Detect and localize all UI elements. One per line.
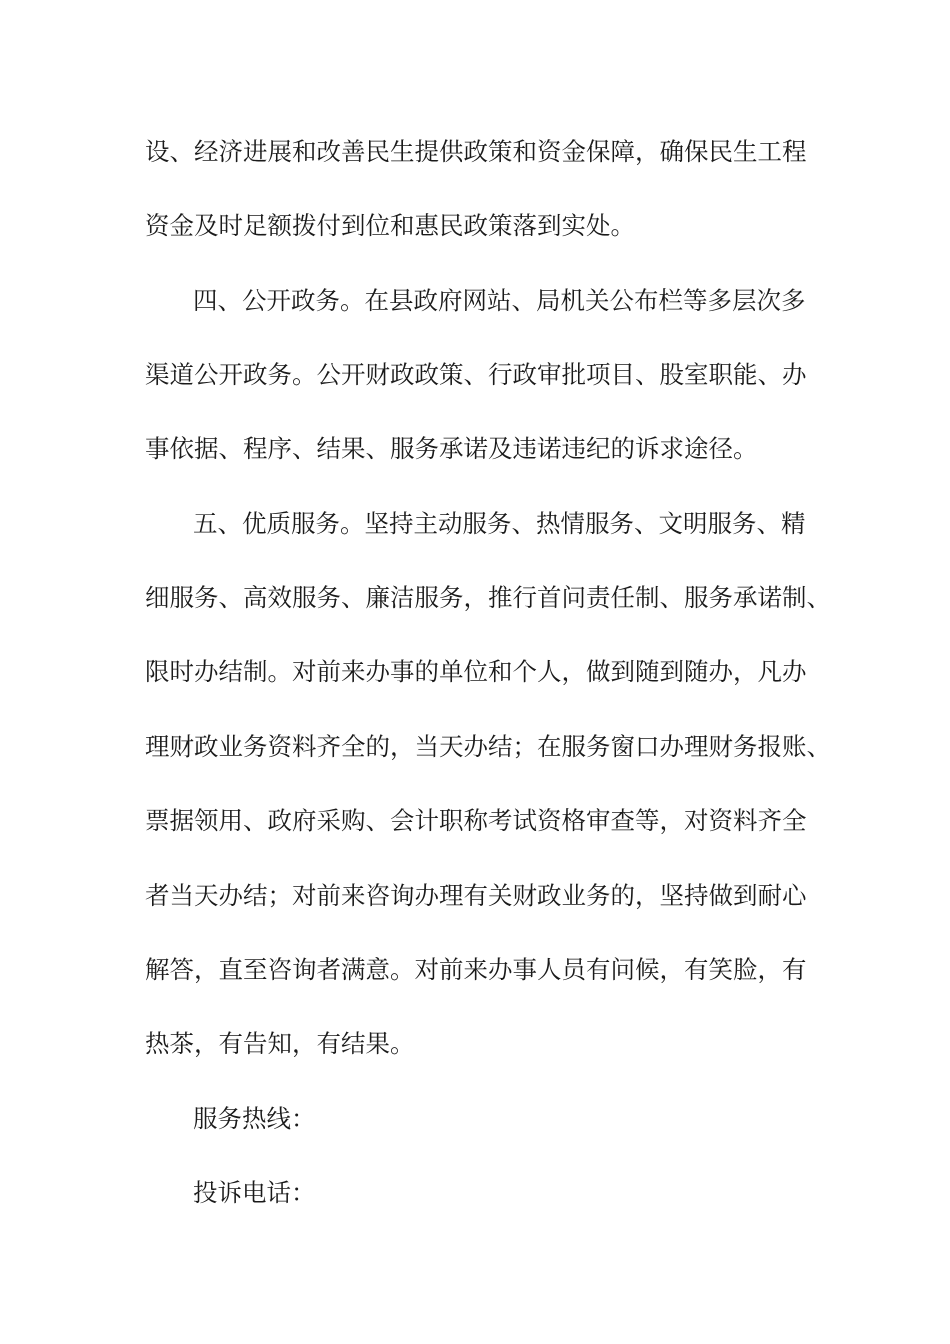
text-line-1: 设、经济进展和改善民生提供政策和资金保障，确保民生工程 [145,137,807,166]
text-line-8: 限时办结制。对前来办事的单位和个人，做到随到随办，凡办 [145,657,807,686]
text-line-12: 解答，直至咨询者满意。对前来办事人员有问候，有笑脸，有 [145,955,807,984]
complaint-phone-label: 投诉电话： [193,1178,316,1207]
text-line-5: 事依据、程序、结果、服务承诺及违诺违纪的诉求途径。 [145,434,758,463]
text-line-10: 票据领用、政府采购、会计职称考试资格审查等，对资料齐全 [145,806,807,835]
text-line-2: 资金及时足额拨付到位和惠民政策落到实处。 [145,211,635,240]
paragraph-5-heading-line: 五、优质服务。坚持主动服务、热情服务、文明服务、精 [193,509,806,538]
text-line-9: 理财政业务资料齐全的，当天办结；在服务窗口办理财务报账、 [145,732,831,761]
text-line-4: 渠道公开政务。公开财政政策、行政审批项目、股室职能、办 [145,360,807,389]
text-line-7: 细服务、高效服务、廉洁服务，推行首问责任制、服务承诺制、 [145,583,831,612]
text-line-11: 者当天办结；对前来咨询办理有关财政业务的，坚持做到耐心 [145,881,807,910]
service-hotline-label: 服务热线： [193,1104,316,1133]
text-line-13: 热茶，有告知，有结果。 [145,1029,415,1058]
paragraph-4-heading-line: 四、公开政务。在县政府网站、局机关公布栏等多层次多 [193,286,806,315]
